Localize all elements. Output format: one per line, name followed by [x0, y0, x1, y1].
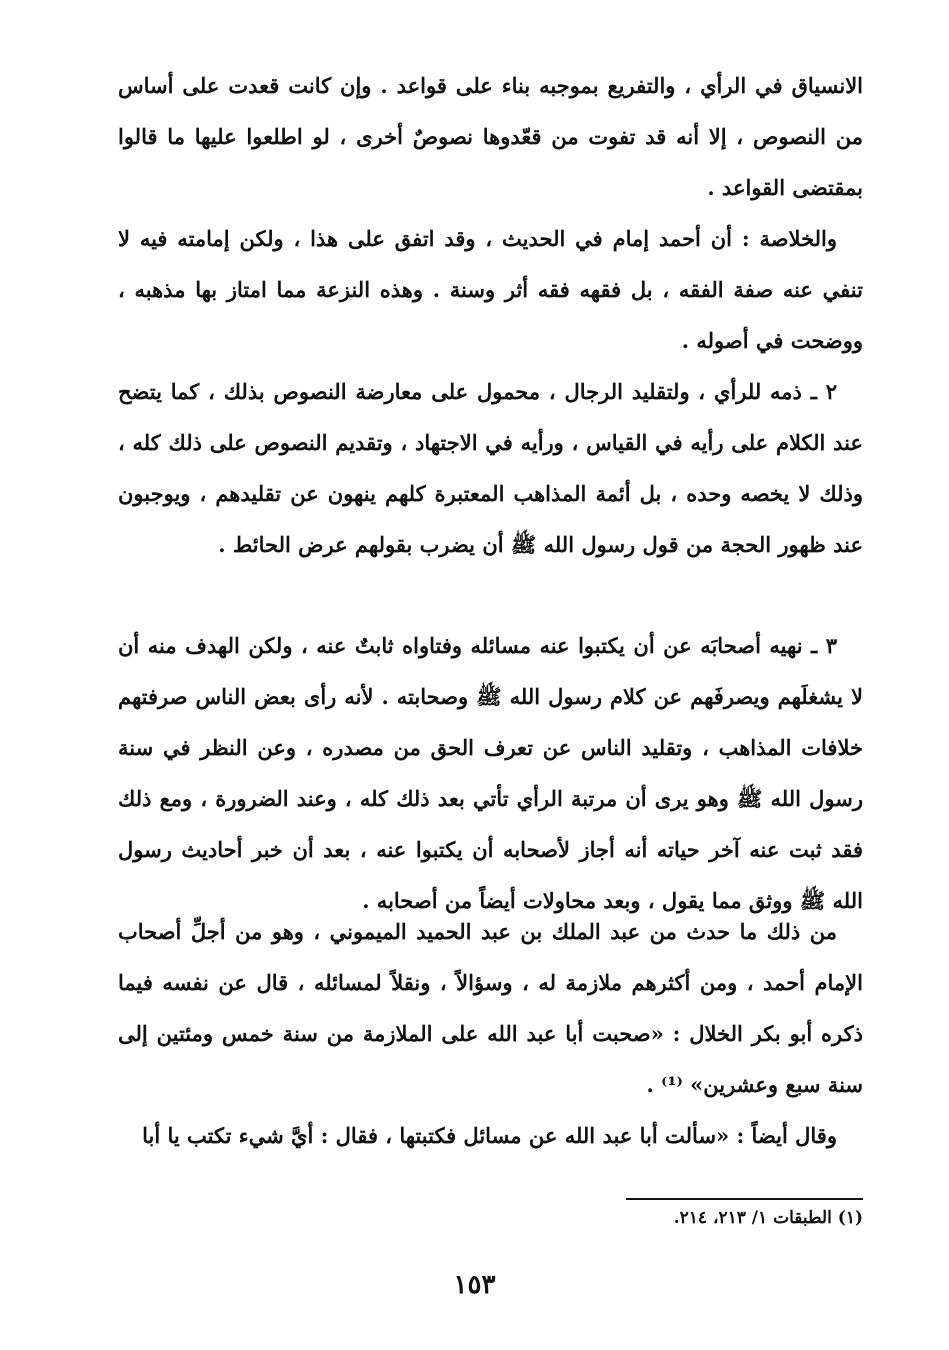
paragraph-maymuni: [118, 906, 863, 1110]
paragraph-continuation: [118, 60, 863, 213]
paragraph-point-2: [118, 366, 863, 570]
paragraph-point-3: [118, 620, 863, 926]
paragraph-text: والخلاصة : أن أحمد إمام في الحديث ، وقد اتفق على هذا ، ولكن إمامته فيه لا تنفي عنه صفة الفقه ، بل فقهه فقه أثر وسنة . وهذه النزعة مما امتاز بها مذهبه ، ووضحت في أصوله .: [118, 226, 863, 353]
paragraph-text: ٢ ـ ذمه للرأي ، ولتقليد الرجال ، محمول على معارضة النصوص بذلك ، كما يتضح عند الكلام على رأيه في القياس ، ورأيه في الاجتهاد ، وتقديم النصوص على ذلك كله ، وذلك لا يخصه وحده ، بل أئمة المذاهب المعتبرة كلهم ينهون عن تقليدهم ، ويوجبون عند ظهور الحجة من قول رسول الله ﷺ أن يضرب بقولهم عرض الحائط .: [118, 379, 863, 557]
paragraph-text: ٣ ـ نهيه أصحابَه عن أن يكتبوا عنه مسائله وفتاواه ثابتٌ عنه ، ولكن الهدف منه أن لا يشغلَهم ويصرفَهم عن كلام رسول الله ﷺ وصحابته . لأنه رأى بعض الناس صرفتهم خلافات المذاهب ، وتقليد الناس عن تعرف الحق من مصدره ، وعن النظر في سنة رسول الله ﷺ وهو يرى أن مرتبة الرأي تأتي بعد ذلك كله ، وعند الضرورة ، ومع ذلك فقد ثبت عنه آخر حياته أنه أجاز لأصحابه أن يكتبوا عنه ، بعد أن خبر أحاديث رسول الله ﷺ ووثق مما يقول ، وبعد محاولات أيضاً من أصحابه .: [118, 633, 863, 913]
paragraph-conclusion: [118, 213, 863, 366]
page-number: ١٥٣: [453, 1270, 496, 1300]
paragraph-quote: [118, 1110, 863, 1161]
footnote-divider: [626, 1198, 863, 1200]
paragraph-text: من ذلك ما حدث من عبد الملك بن عبد الحميد الميموني ، وهو من أجلِّ أصحاب الإمام أحمد ، ومن أكثرهم ملازمة له ، وسؤالاً ، ونقلاً لمسائله ، قال عن نفسه فيما ذكره أبو بكر الخلال : «صحبت أبا عبد الله على الملازمة من سنة خمس ومئتين إلى سنة سبع وعشرين» ⁽¹⁾ .: [118, 919, 863, 1097]
footnote: (١) الطبقات ١/ ٢١٣، ٢١٤.: [673, 1208, 863, 1228]
paragraph-text: وقال أيضاً : «سألت أبا عبد الله عن مسائل فكتبتها ، فقال : أيَّ شيء تكتب يا أبا: [142, 1123, 837, 1148]
paragraph-text: الانسياق في الرأي ، والتفريع بموجبه بناء على قواعد . وإن كانت قعدت على أساس من النصوص ، إلا أنه قد تفوت من قعّدوها نصوصٌ أخرى ، لو اطلعوا عليها ما قالوا بمقتضى القواعد .: [118, 73, 863, 200]
